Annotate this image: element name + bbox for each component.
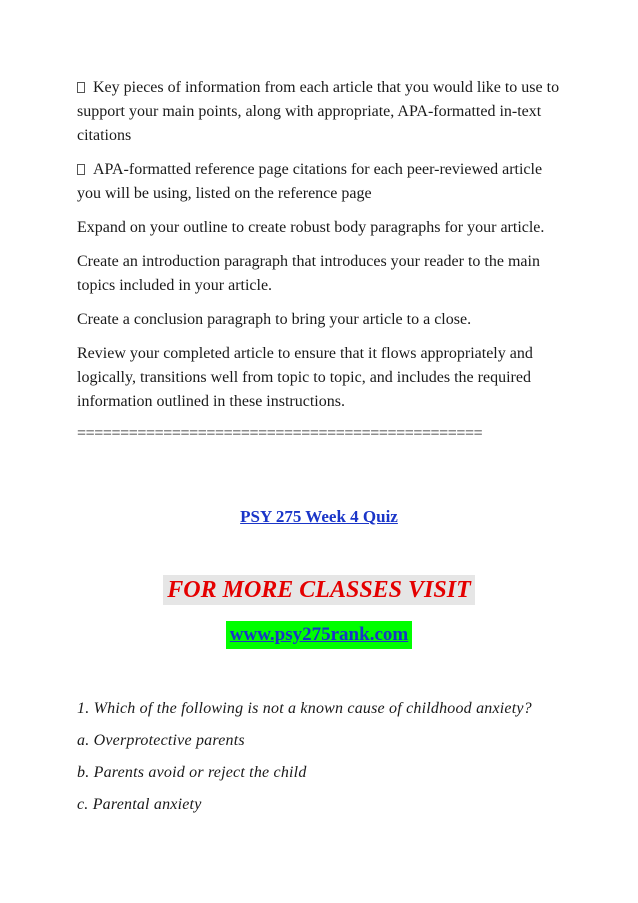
bullet-text: APA-formatted reference page citations for each peer-reviewed article you will be using, listed on the reference page (77, 161, 543, 202)
quiz-section (77, 697, 577, 825)
visit-heading (0, 575, 638, 609)
separator-line: =============================================== (77, 425, 483, 442)
site-link[interactable]: www.psy275rank.com (226, 621, 412, 649)
bullet-item-references (77, 158, 567, 206)
bullet-text: Key pieces of information from each article that you would like to use to support your main points, along with appropriate, APA-formatted in-text citations (77, 79, 560, 144)
week-title-link[interactable]: PSY 275 Week 4 Quiz (240, 507, 398, 526)
paragraph-body: Expand on your outline to create robust body paragraphs for your article. (77, 219, 545, 236)
bullet-item-citations (77, 76, 567, 148)
quiz-option: b. Parents avoid or reject the child (77, 764, 307, 781)
paragraph-conclusion: Create a conclusion paragraph to bring your article to a close. (77, 311, 472, 328)
bullet-box-icon (77, 82, 85, 93)
site-link-container (0, 621, 638, 651)
quiz-question: 1. Which of the following is not a known cause of childhood anxiety? (77, 700, 532, 717)
paragraph-introduction: Create an introduction paragraph that introduces your reader to the main topics included in your article. (77, 253, 540, 294)
instructions-section (77, 76, 567, 444)
visit-heading-text: FOR MORE CLASSES VISIT (163, 575, 474, 605)
quiz-option: a. Overprotective parents (77, 732, 245, 749)
bullet-box-icon (77, 164, 85, 175)
quiz-option: c. Parental anxiety (77, 796, 202, 813)
paragraph-review: Review your completed article to ensure that it flows appropriately and logically, transitions well from topic to topic, and includes the required information outlined in these instructions. (77, 345, 533, 410)
